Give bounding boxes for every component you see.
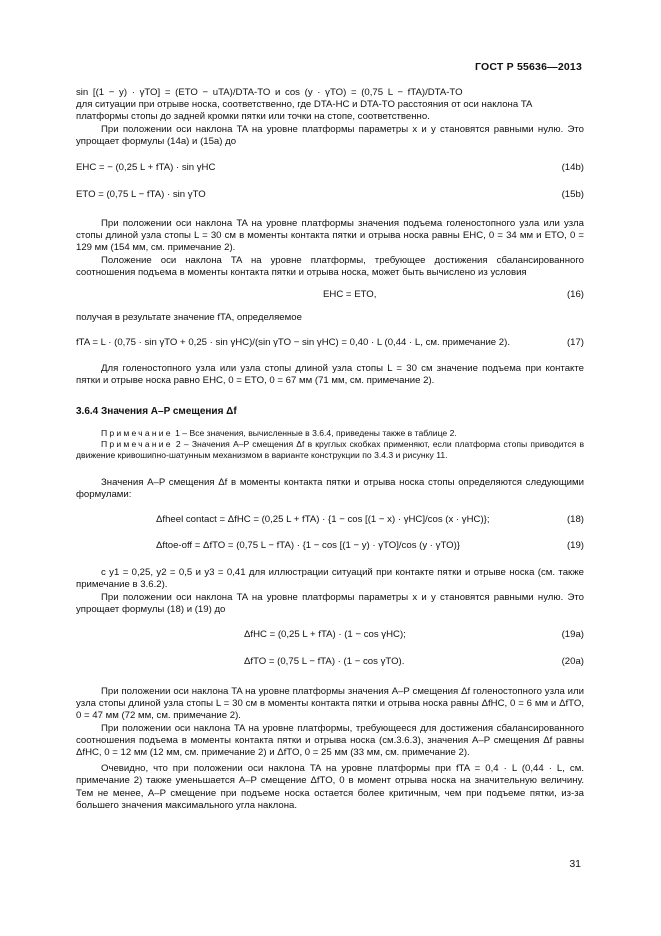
equation-19 xyxy=(76,540,584,553)
equation-19a-number: (19a) xyxy=(561,629,584,641)
para-11: При положении оси наклона TA на уровне платформы, требующееся для достижения сбалансированного соотношения подъема в моменты контакта пятки и отрыва носка (см.3.6.3), значения A–P смещения Δf равны ΔfHC, 0 = 12 мм (12 мм, см. примечание 2) и ΔfTO, 0 = 25 мм (33 мм, см. примечание 2). xyxy=(76,722,584,759)
equation-19a-expr: ΔfHC = (0,25 L + fTA) · (1 − cos γHC); xyxy=(244,629,406,641)
para-8: с y1 = 0,25, y2 = 0,5 и y3 = 0,41 для иллюстрации ситуаций при контакте пятки и отрыве носка (см. также примечание в 3.6.2). xyxy=(76,567,584,591)
equation-19a xyxy=(76,629,584,642)
para-6: Для голеностопного узла или узла стопы длиной узла стопы L = 30 см значение подъема при контакте пятки и отрыве носка равно EHC, 0 = ETO, 0 = 67 мм (71 мм, см. примечание 2). xyxy=(76,363,584,387)
document-standard-header: ГОСТ Р 55636—2013 xyxy=(474,61,582,73)
equation-14b-number: (14b) xyxy=(561,162,584,174)
equation-18-number: (18) xyxy=(566,514,584,526)
page-number: 31 xyxy=(569,858,581,870)
equation-14b xyxy=(76,162,584,175)
equation-15b-number: (15b) xyxy=(561,189,584,201)
equation-17-expr: fTA = L · (0,75 · sin γTO + 0,25 · sin γHC)/(sin γTO − sin γHC) = 0,40 · L (0,44 · L, см. примечание 2). xyxy=(76,337,510,349)
para-10: При положении оси наклона TA на уровне платформы значения A–P смещения Δf голеностопного узла или узла стопы длиной узла стопы L = 30 см в моменты контакта пятки и отрыва носка равны ΔfHC, 0 = 6 мм и ΔfTO, 0 = 47 мм (72 мм, см. примечание 2). xyxy=(76,686,584,722)
para-4: Положение оси наклона TA на уровне платформы, требующее достижения сбалансированного соотношения подъема в моменты контакта пятки и отрыва носка, может быть вычислено из условия xyxy=(76,254,584,278)
para-1-line-1: sin [(1 − y) · γTO] = (ETO − uTA)/DTA-TO и cos (y · γTO) = (0,75 L − fTA)/DTA-TO xyxy=(76,87,463,98)
para-2: При положении оси наклона TA на уровне платформы параметры x и y становятся равными нулю. Это упрощает формулы (14a) и (15a) до xyxy=(76,123,584,147)
para-1-line-3: платформы стопы до задней кромки пятки или точки на стопе, соответственно. xyxy=(76,111,430,123)
note-1-label: Примечание xyxy=(101,427,173,438)
equation-17 xyxy=(76,337,584,350)
note-2-number: 2 xyxy=(175,438,181,449)
equation-19-expr: Δftoe-off = ΔfTO = (0,75 L − fTA) · {1 − cos [(1 − y) · γTO]/cos (y · γTO)} xyxy=(156,540,461,552)
note-2-text: Значения A–P смещения Δf в круглых скобках применяют, если платформа стопы приводится в движение кривошипно-шатунным механизмом в варианте конструкции по 3.4.3 и рисунку 11. xyxy=(76,438,585,460)
note-1-text: Все значения, вычисленные в 3.6.4, приведены также в таблице 2. xyxy=(189,427,457,438)
para-7: Значения A–P смещения Δf в моменты контакта пятки и отрыва носка стопы определяются следующими формулами: xyxy=(76,476,584,501)
equation-20a xyxy=(76,656,584,669)
para-9: При положении оси наклона TA на уровне платформы параметры x и y становятся равными нулю. Это упрощает формулы (18) и (19) до xyxy=(76,591,584,615)
section-heading-3-6-4: 3.6.4 Значения A–P смещения Δf xyxy=(76,405,237,417)
note-2: Примечание 2 – Значения A–P смещения Δf в круглых скобках применяют, если платформа стопы приводится в движение кривошипно-шатунным механизмом в варианте конструкции по 3.4.3 и рисунку 11. xyxy=(76,438,585,460)
note-2-label: Примечание xyxy=(101,438,173,449)
para-5: получая в результате значение fTA, определяемое xyxy=(76,312,302,324)
equation-19-number: (19) xyxy=(566,540,584,552)
equation-15b xyxy=(76,189,584,202)
para-3: При положении оси наклона TA на уровне платформы значения подъема голеностопного узла или узла стопы длиной узла стопы L = 30 см в моменты контакта пятки и отрыва носка равны EHC, 0 = 34 мм и ETO, 0 = 129 мм (154 мм, см. примечание 2). xyxy=(76,218,584,254)
equation-16 xyxy=(76,289,584,302)
equation-20a-number: (20a) xyxy=(561,656,584,668)
equation-18 xyxy=(76,514,584,527)
para-1-line-2: для ситуации при отрыве носка, соответственно, где DTA-HC и DTA-TO расстояния от оси наклона TA xyxy=(76,99,533,111)
note-1: Примечание 1 – Все значения, вычисленные в 3.6.4, приведены также в таблице 2. xyxy=(101,427,457,438)
equation-20a-expr: ΔfTO = (0,75 L − fTA) · (1 − cos γTO). xyxy=(244,656,405,668)
page-content xyxy=(76,87,584,812)
equation-14b-expr: EHC = − (0,25 L + fTA) · sin γHC xyxy=(76,162,216,174)
equation-16-expr: EHC = ETO, xyxy=(323,289,377,301)
equation-15b-expr: ETO = (0,75 L − fTA) · sin γTO xyxy=(76,189,206,201)
note-1-number: 1 xyxy=(175,427,180,438)
equation-18-expr: Δfheel contact = ΔfHC = (0,25 L + fTA) · {1 − cos [(1 − x) · γHC]/cos (x · γHC)}; xyxy=(156,514,490,526)
equation-17-number: (17) xyxy=(566,337,584,349)
para-12: Очевидно, что при положении оси наклона TA на уровне платформы при fTA = 0,4 · L (0,44 · L, см. примечание 2) также уменьшается A–P смещение ΔfTO, 0 в момент отрыва носка на значительную величину. Тем не менее, A–P смещение при подъеме носка остается более критичным, чем при подъеме пятки, из-за большего значения максимального угла наклона. xyxy=(76,763,584,811)
equation-16-number: (16) xyxy=(566,289,584,301)
